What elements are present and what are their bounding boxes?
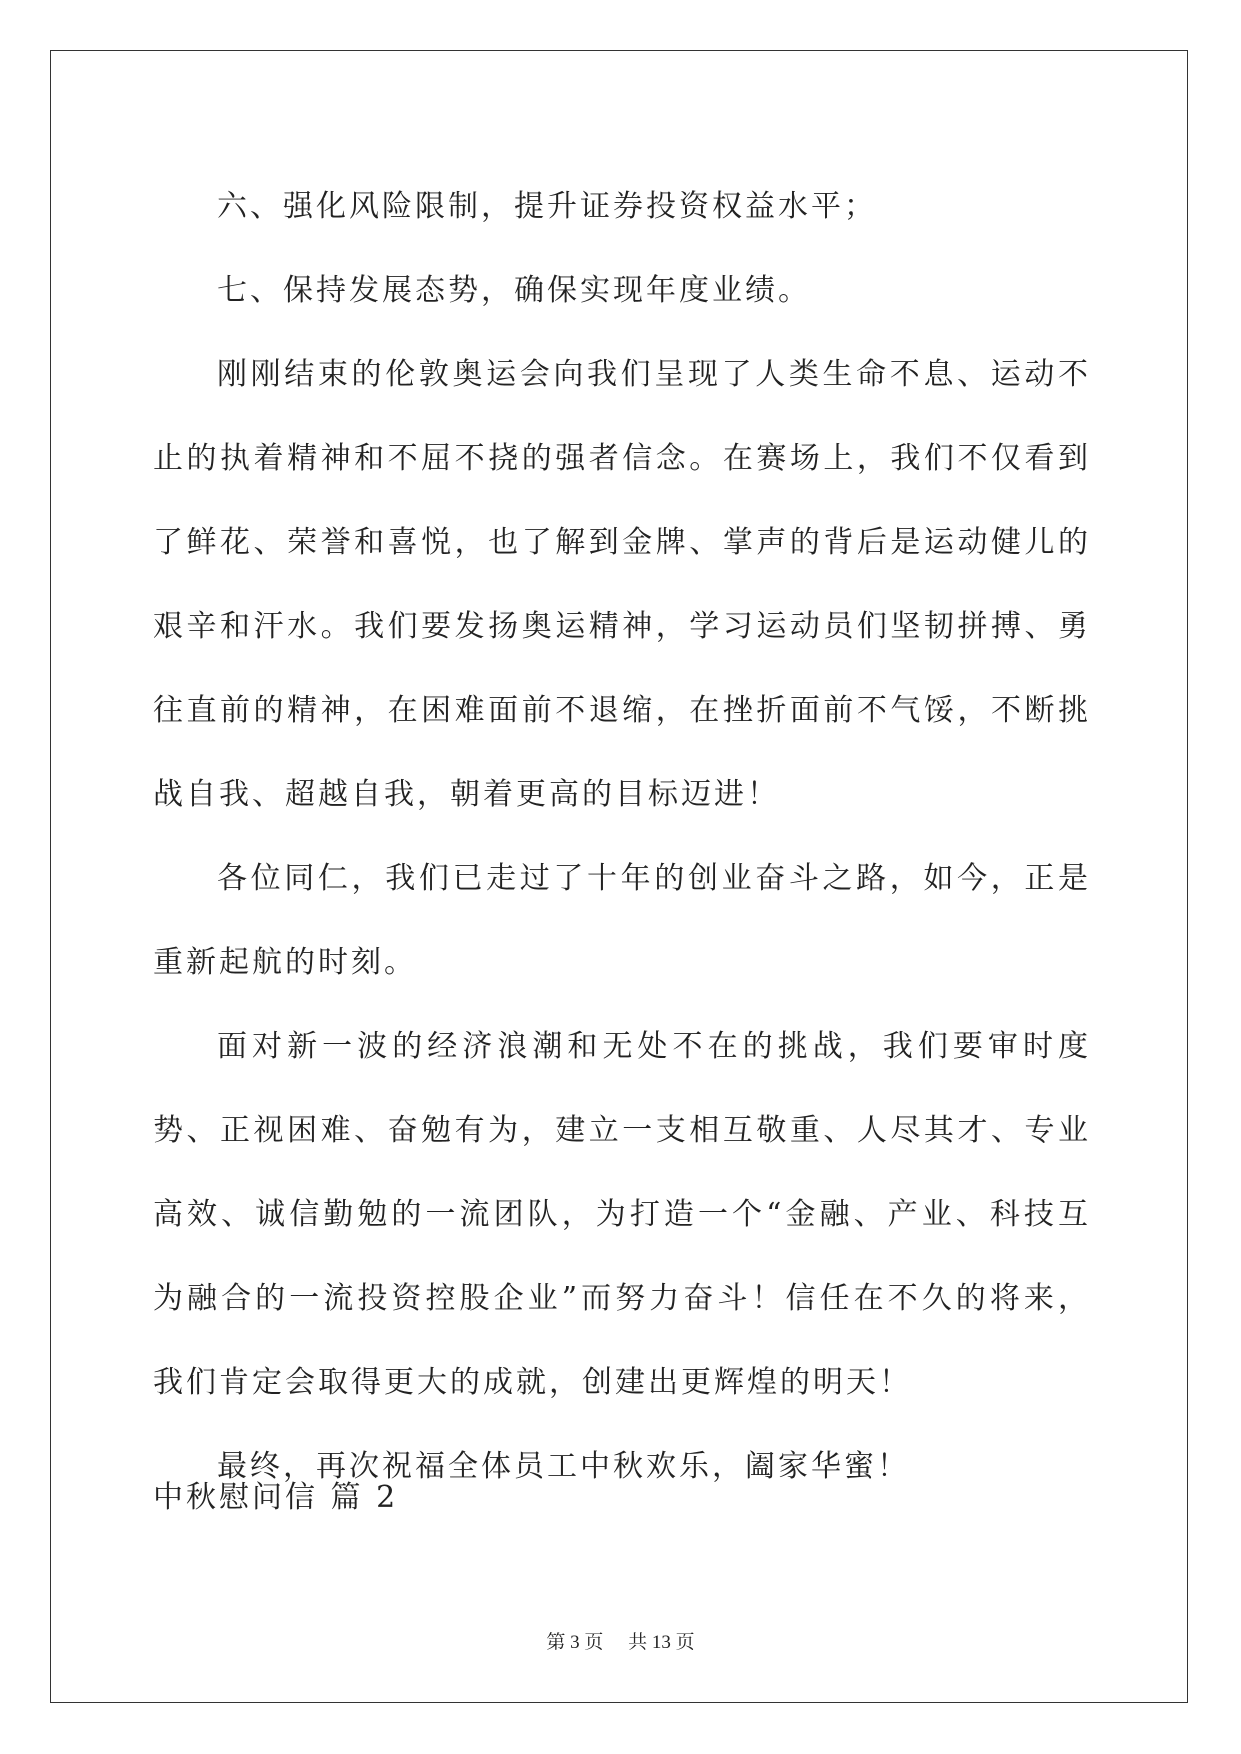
paragraph: 六、强化风险限制，提升证券投资权益水平；: [217, 189, 877, 224]
paragraph: 最终，再次祝福全体员工中秋欢乐，阖家华蜜！: [217, 1449, 910, 1484]
page-number: 第 3 页: [546, 1632, 604, 1653]
paragraph: 七、保持发展态势，确保实现年度业绩。: [217, 273, 811, 308]
page-total: 共 13 页: [628, 1632, 695, 1653]
document-body: [153, 165, 1091, 1509]
page-footer: [0, 1627, 1241, 1654]
paragraph: 刚刚结束的伦敦奥运会向我们呈现了人类生命不息、运动不止的执着精神和不屈不挠的强者信念。在赛场上，我们不仅看到了鲜花、荣誉和喜悦，也了解到金牌、掌声的背后是运动健儿的艰辛和汗水。我们要发扬奥运精神，学习运动员们坚韧拼搏、勇往直前的精神，在困难面前不退缩，在挫折面前不气馁，不断挑战自我、超越自我，朝着更高的目标迈进！: [153, 357, 1091, 812]
section-heading: 中秋慰问信 篇 2: [153, 1480, 399, 1515]
paragraph: 面对新一波的经济浪潮和无处不在的挑战，我们要审时度势、正视困难、奋勉有为，建立一支相互敬重、人尽其才、专业高效、诚信勤勉的一流团队，为打造一个“金融、产业、科技互为融合的一流投资控股企业”而努力奋斗！信任在不久的将来，我们肯定会取得更大的成就，创建出更辉煌的明天！: [153, 1029, 1091, 1400]
paragraph: 各位同仁，我们已走过了十年的创业奋斗之路，如今，正是重新起航的时刻。: [153, 861, 1091, 980]
